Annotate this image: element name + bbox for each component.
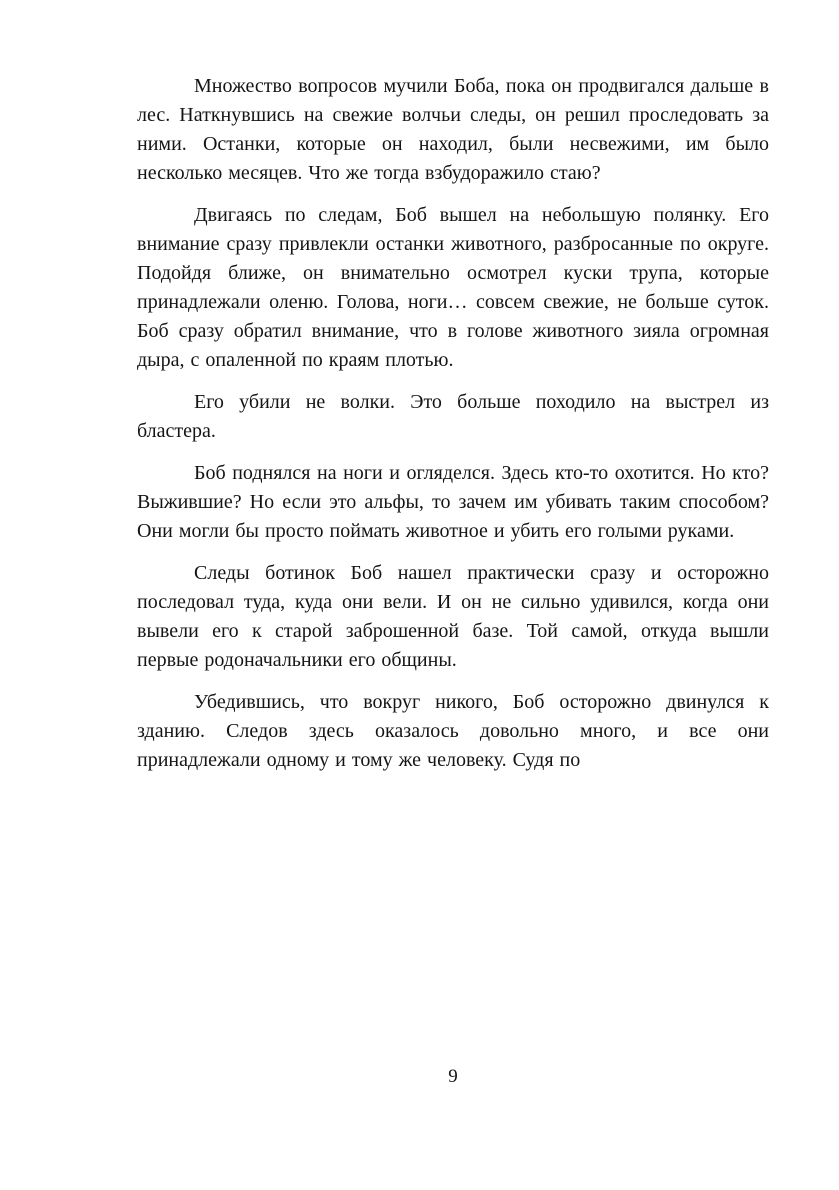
paragraph-6: Убедившись, что вокруг никого, Боб осторожно двинулся к зданию. Следов здесь оказалось довольно много, и все они принадлежали одному и тому же человеку. Судя по	[137, 691, 769, 771]
page-text-block	[137, 72, 769, 788]
page-number: 9	[448, 1066, 458, 1087]
paragraph-1: Множество вопросов мучили Боба, пока он продвигался дальше в лес. Наткнувшись на свежие волчьи следы, он решил проследовать за ними. Останки, которые он находил, были несвежими, им было несколько месяцев. Что же тогда взбудоражило стаю?	[137, 75, 769, 184]
paragraph-2: Двигаясь по следам, Боб вышел на небольшую полянку. Его внимание сразу привлекли останки животного, разбросанные по округе. Подойдя ближе, он внимательно осмотрел куски трупа, которые принадлежали оленю. Голова, ноги… совсем свежие, не больше суток. Боб сразу обратил внимание, что в голове животного зияла огромная дыра, с опаленной по краям плотью.	[137, 204, 769, 371]
paragraph-5: Следы ботинок Боб нашел практически сразу и осторожно последовал туда, куда они вели. И он не сильно удивился, когда они вывели его к старой заброшенной базе. Той самой, откуда вышли первые родоначальники его общины.	[137, 562, 769, 671]
paragraph-3: Его убили не волки. Это больше походило на выстрел из бластера.	[137, 391, 769, 442]
paragraph-4: Боб поднялся на ноги и огляделся. Здесь кто-то охотится. Но кто? Выжившие? Но если это альфы, то зачем им убивать таким способом? Они могли бы просто поймать животное и убить его голыми руками.	[137, 462, 769, 542]
